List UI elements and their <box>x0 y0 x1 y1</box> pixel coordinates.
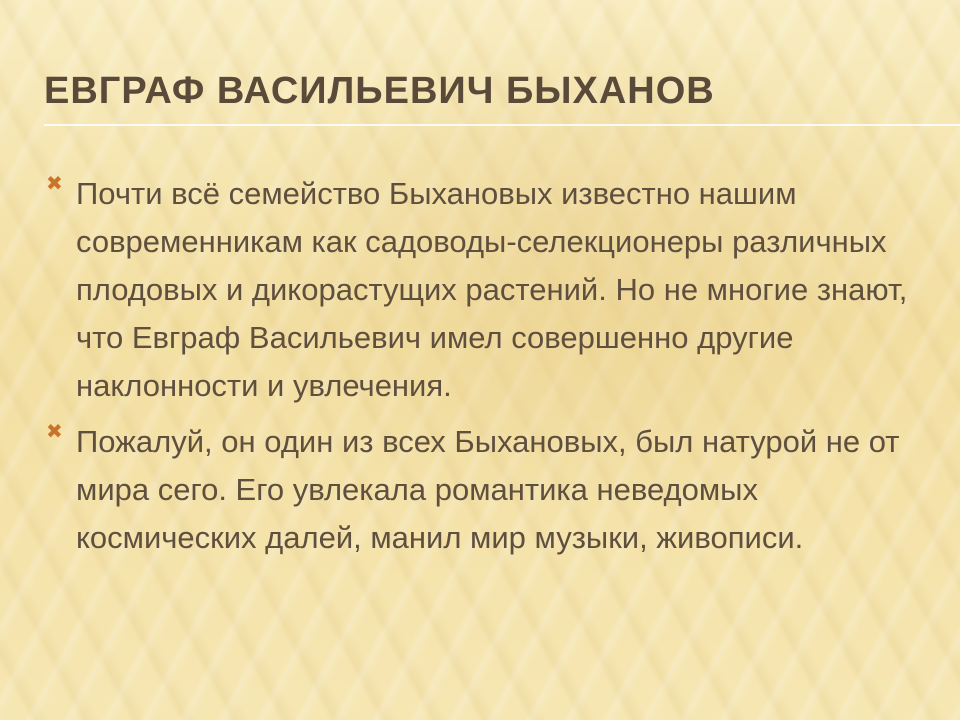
bullet-text: Пожалуй, он один из всех Быхановых, был натурой не от мира сего. Его увлекала романтика неведомых космических далей, манил мир музыки, живописи. <box>76 424 900 555</box>
bullet-item <box>46 170 926 410</box>
bullet-item <box>46 418 926 562</box>
slide-title: ЕВГРАФ ВАСИЛЬЕВИЧ БЫХАНОВ <box>44 70 715 112</box>
title-divider <box>44 124 960 126</box>
bullet-list <box>46 170 926 570</box>
bullet-text: Почти всё семейство Быхановых известно нашим современникам как садоводы-селекционеры различных плодовых и дикорастущих растений. Но не многие знают, что Евграф Васильевич имел совершенно другие наклонности и увлечения. <box>76 176 908 403</box>
x-bullet-icon: ✖ <box>46 419 63 443</box>
x-bullet-icon: ✖ <box>46 171 63 195</box>
